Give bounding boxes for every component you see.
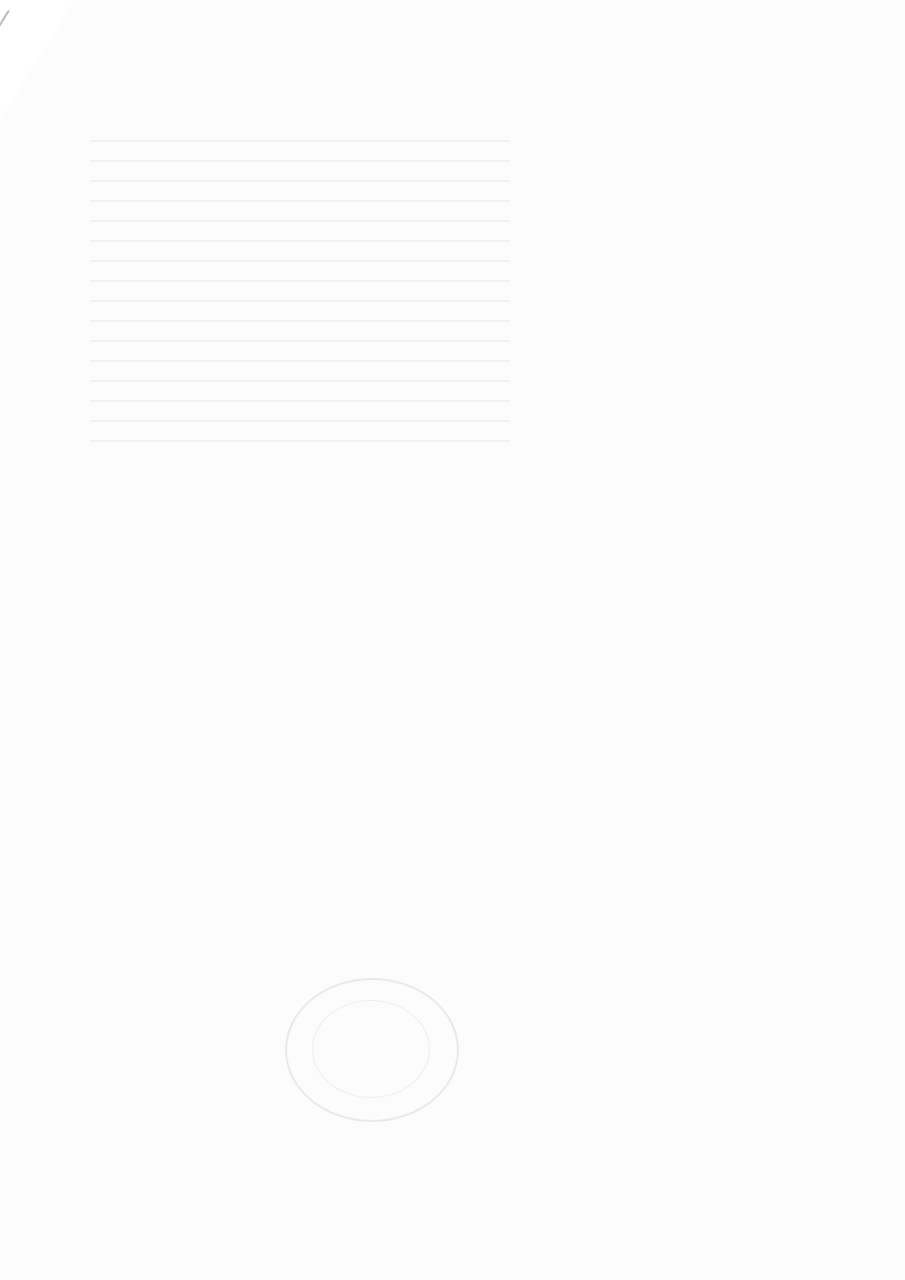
show-through-text <box>90 140 510 460</box>
folded-corner <box>0 0 75 120</box>
faded-seal-stamp <box>285 978 459 1122</box>
